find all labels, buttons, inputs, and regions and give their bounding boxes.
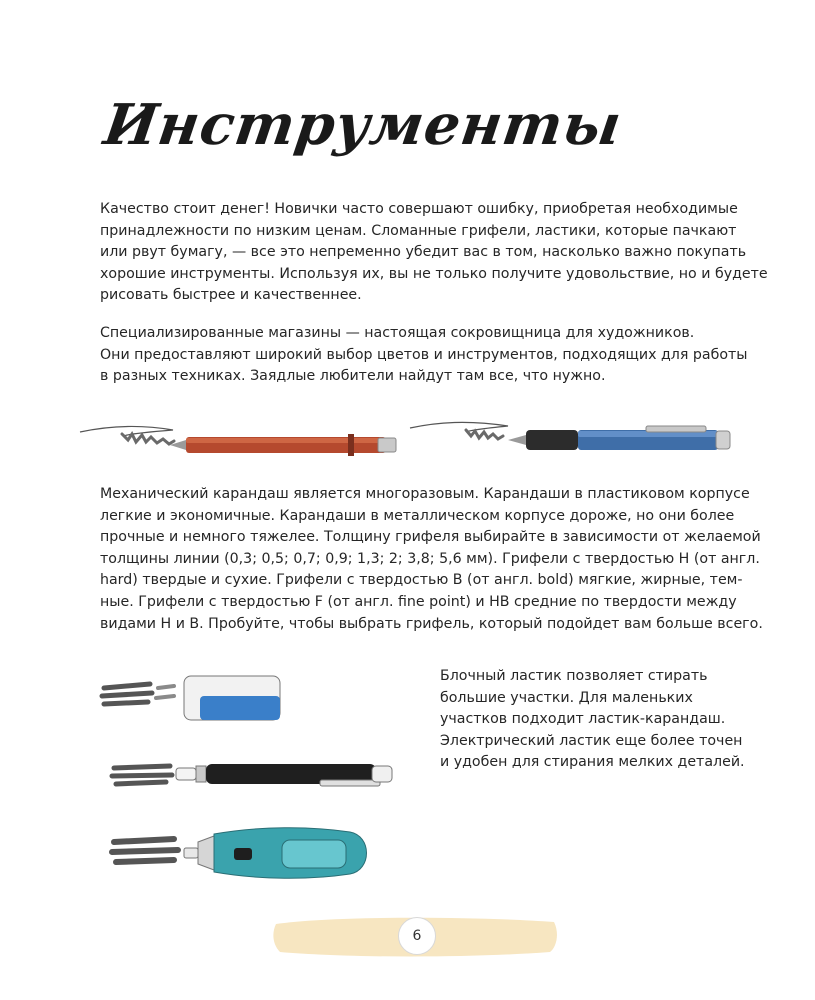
pencil-paragraph [100, 484, 763, 635]
pencil-grip [526, 430, 578, 450]
pen-eraser-illustration [110, 752, 400, 798]
text-line: большие участки. Для маленьких [440, 689, 693, 706]
text-line: участков подходит ластик-карандаш. [440, 711, 726, 728]
graphite-scribble [122, 434, 174, 444]
pencil-tip [508, 435, 526, 445]
text-line: прочные и немного тяжелее. Толщину грифеля выбирайте в зависимости от желаемой [100, 529, 761, 546]
power-button [234, 848, 252, 860]
eraser-nose [198, 836, 214, 870]
text-line: в разных техниках. Заядлые любители найдут там все, что нужно. [100, 368, 606, 385]
text-line: Качество стоит денег! Новички часто совершают ошибку, приобретая необходимые [100, 201, 738, 217]
page-number: 6 [398, 917, 436, 955]
pencil-clip [348, 434, 354, 456]
text-line: Специализированные магазины — настоящая сокровищница для художников. [100, 325, 695, 341]
pencil-clip [646, 426, 706, 432]
graphite-scribble [466, 430, 503, 439]
text-line: и удобен для стирания мелких деталей. [440, 754, 745, 771]
eraser-sleeve [200, 696, 280, 720]
erased-scribble [156, 686, 174, 698]
graphite-scribble [112, 766, 172, 784]
scribble-line [80, 426, 173, 436]
text-line: легкие и экономичные. Карандаши в металлическом корпусе дороже, но они более [100, 507, 735, 524]
text-line: ные. Грифели с твердостью F (от англ. fine point) и HB средние по твердости между [100, 593, 737, 610]
graphite-scribble [102, 684, 152, 704]
text-line: рисовать быстрее и качественнее. [100, 287, 362, 304]
text-line: видами H и B. Пробуйте, чтобы выбрать грифель, который подойдет вам больше всего. [100, 615, 763, 632]
graphite-scribble [112, 839, 178, 862]
text-line: Блочный ластик позволяет стирать [440, 668, 708, 684]
text-line: Они предоставляют широкий выбор цветов и инструментов, подходящих для работы [100, 346, 748, 363]
battery-panel [282, 840, 346, 868]
scribble-line [410, 422, 508, 432]
intro-paragraph [100, 199, 768, 307]
pencil-cap [716, 431, 730, 449]
eraser-tip [184, 848, 198, 858]
text-line: толщины линии (0,3; 0,5; 0,7; 0,9; 1,3; 2; 3,8; 5,6 мм). Грифели с твердостью H (от англ. [100, 550, 760, 567]
page-title: Инструменты [100, 92, 626, 158]
text-line: Электрический ластик еще более точен [440, 732, 743, 749]
text-line: Механический карандаш является многоразовым. Карандаши в пластиковом корпусе [100, 486, 750, 502]
electric-eraser-illustration [110, 820, 375, 886]
shops-paragraph [100, 323, 748, 388]
blue-pencil-illustration [408, 418, 738, 468]
text-line: или рвут бумагу, — все это непременно убедит вас в том, насколько важно покупать [100, 244, 747, 261]
text-line: принадлежности по низким ценам. Сломанные грифели, ластики, которые пачкают [100, 222, 737, 239]
eraser-cap [372, 766, 392, 782]
pencil-cap [378, 438, 396, 452]
block-eraser-illustration [100, 670, 290, 726]
eraser-tip [176, 768, 196, 780]
text-line: хорошие инструменты. Используя их, вы не только получите удовольствие, но и будете [100, 265, 768, 282]
eraser-paragraph [440, 666, 745, 774]
red-pencil-illustration [78, 418, 408, 468]
eraser-clip [320, 780, 380, 786]
text-line: hard) твердые и сухие. Грифели с твердостью B (от англ. bold) мягкие, жирные, тем- [100, 572, 743, 589]
eraser-ring [196, 766, 206, 782]
